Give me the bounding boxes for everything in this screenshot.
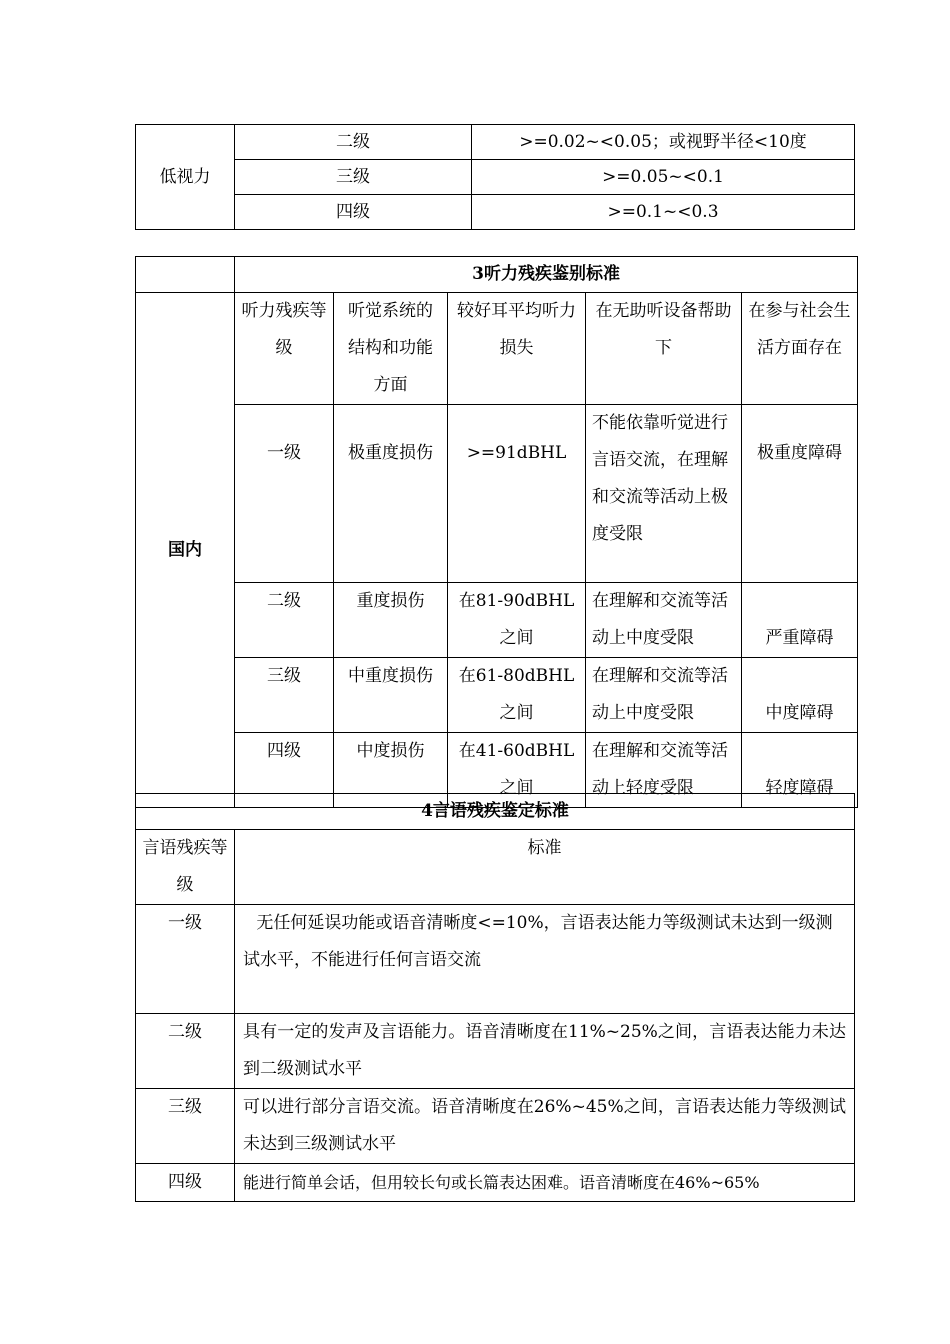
level-cell <box>235 405 334 583</box>
empty-cell <box>136 257 235 293</box>
table-row <box>136 1164 855 1202</box>
table-row <box>136 905 855 1014</box>
level-cell: 二级 <box>136 1014 235 1089</box>
social-text: 极重度障碍 <box>757 443 843 463</box>
standard-cell <box>235 905 855 1014</box>
level-cell: 三级 <box>136 1089 235 1164</box>
unaided-cell: 不能依靠听觉进行言语交流，在理解和交流等活动上极度受限 <box>586 405 742 583</box>
header-loss: 较好耳平均听力损失 <box>448 293 586 405</box>
hearing-disability-table <box>135 256 858 808</box>
hearing-table-title: 3听力残疾鉴别标准 <box>235 257 858 293</box>
structure-cell: 中重度损伤 <box>334 658 448 733</box>
header-unaided: 在无助听设备帮助下 <box>586 293 742 405</box>
standard-text-line2: 试水平，不能进行任何言语交流 <box>243 950 481 970</box>
header-standard: 标准 <box>235 830 855 905</box>
social-cell <box>742 405 858 583</box>
structure-cell: 中度损伤 <box>334 733 448 808</box>
unaided-cell: 在理解和交流等活动上中度受限 <box>586 658 742 733</box>
table-row <box>136 1014 855 1089</box>
table-row <box>136 583 858 658</box>
value-cell: >=0.02~<0.05；或视野半径<10度 <box>472 125 855 160</box>
social-cell: 轻度障碍 <box>742 733 858 808</box>
loss-cell <box>448 405 586 583</box>
table-row <box>136 195 855 230</box>
level-cell: 四级 <box>136 1164 235 1202</box>
table-row <box>136 405 858 583</box>
header-structure: 听觉系统的结构和功能方面 <box>334 293 448 405</box>
standard-cell: 可以进行部分言语交流。语音清晰度在26%~45%之间，言语表达能力等级测试未达到三级测试水平 <box>235 1089 855 1164</box>
level-cell: 一级 <box>136 905 235 1014</box>
table-title-row <box>136 257 858 293</box>
level-cell: 三级 <box>235 160 472 195</box>
table-title-row <box>136 794 855 830</box>
standard-cell: 能进行简单会话，但用较长句或长篇表达困难。语音清晰度在46%~65% <box>235 1164 855 1202</box>
loss-text: >=91dBHL <box>466 443 567 463</box>
level-cell: 四级 <box>235 195 472 230</box>
table-header-row <box>136 293 858 405</box>
standard-cell: 具有一定的发声及言语能力。语音清晰度在11%~25%之间，言语表达能力未达到二级测试水平 <box>235 1014 855 1089</box>
level-cell: 三级 <box>235 658 334 733</box>
structure-text: 极重度损伤 <box>348 443 433 463</box>
speech-disability-table <box>135 793 855 1202</box>
speech-table-title: 4言语残疾鉴定标准 <box>136 794 855 830</box>
header-level: 听力残疾等级 <box>235 293 334 405</box>
level-cell: 四级 <box>235 733 334 808</box>
level-cell: 二级 <box>235 125 472 160</box>
level-text: 一级 <box>267 443 301 463</box>
unaided-cell: 在理解和交流等活动上中度受限 <box>586 583 742 658</box>
low-vision-table <box>135 124 855 230</box>
standard-text-line1: 无任何延误功能或语音清晰度<=10%，言语表达能力等级测试未达到一级测 <box>256 913 833 933</box>
low-vision-category: 低视力 <box>136 125 235 230</box>
table-row <box>136 658 858 733</box>
header-social: 在参与社会生活方面存在 <box>742 293 858 405</box>
region-cell: 国内 <box>136 293 235 808</box>
table-row <box>136 125 855 160</box>
loss-cell: 在41-60dBHL之间 <box>448 733 586 808</box>
table-row <box>136 1089 855 1164</box>
structure-cell: 重度损伤 <box>334 583 448 658</box>
loss-cell: 在61-80dBHL之间 <box>448 658 586 733</box>
unaided-cell: 在理解和交流等活动上轻度受限 <box>586 733 742 808</box>
social-cell: 严重障碍 <box>742 583 858 658</box>
loss-cell: 在81-90dBHL之间 <box>448 583 586 658</box>
table-row <box>136 160 855 195</box>
value-cell: >=0.05~<0.1 <box>472 160 855 195</box>
header-level: 言语残疾等级 <box>136 830 235 905</box>
social-cell: 中度障碍 <box>742 658 858 733</box>
table-header-row <box>136 830 855 905</box>
structure-cell <box>334 405 448 583</box>
value-cell: >=0.1~<0.3 <box>472 195 855 230</box>
level-cell: 二级 <box>235 583 334 658</box>
